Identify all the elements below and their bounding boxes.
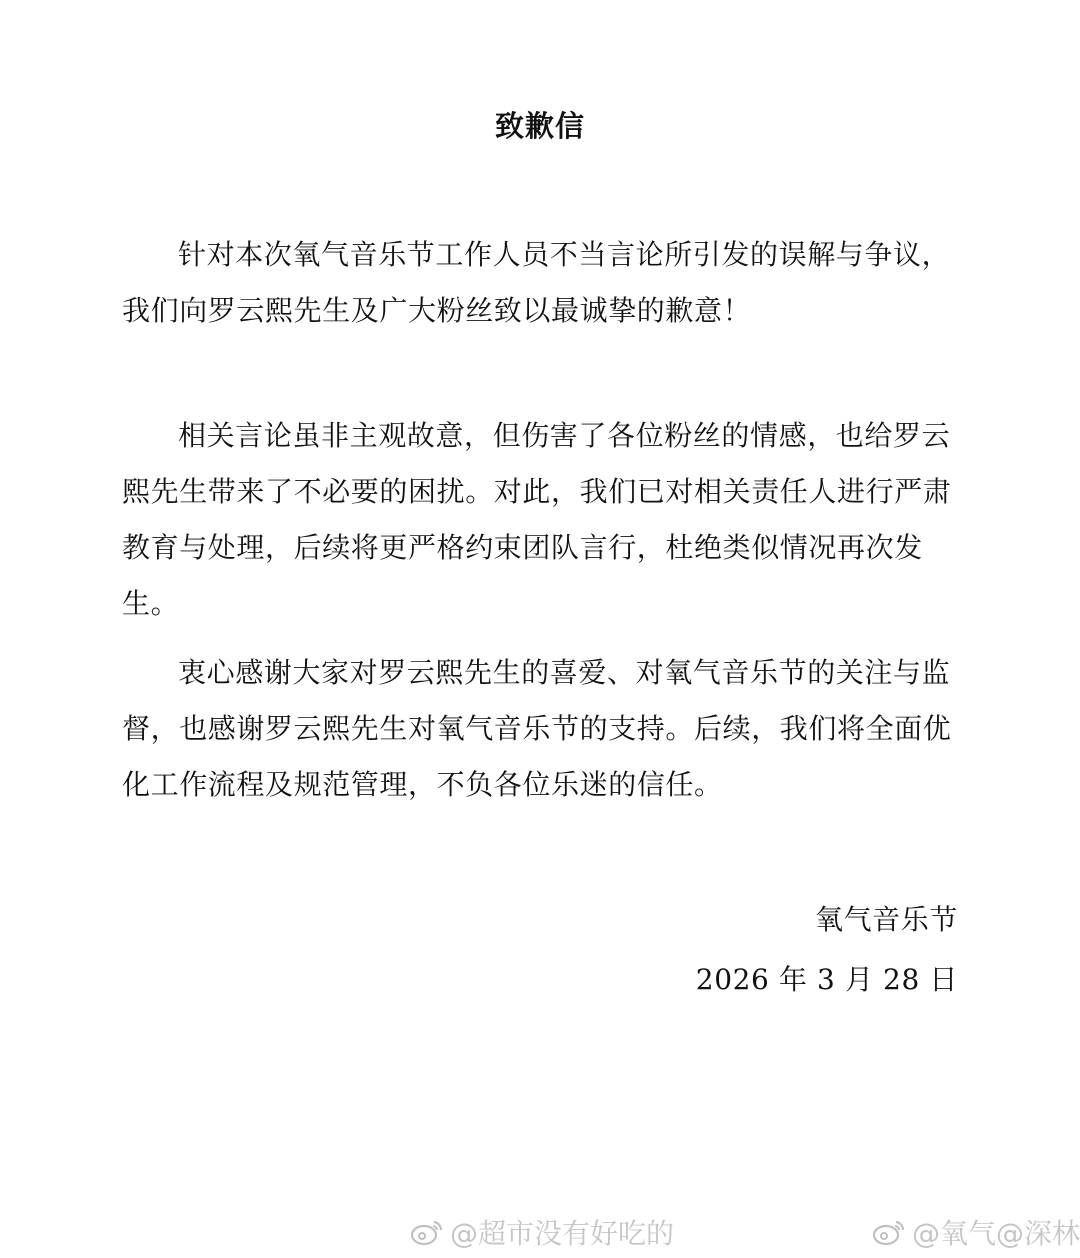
watermark-1-text: @超市没有好吃的 [450, 1217, 675, 1250]
signature-organization: 氧气音乐节 [814, 903, 958, 936]
signature-date: 2026 年 3 月 28 日 [695, 963, 958, 996]
letter-paragraph-1: 针对本次氧气音乐节工作人员不当言论所引发的误解与争议，我们向罗云熙先生及广大粉丝致以最诚挚的歉意！ [122, 238, 951, 327]
watermark-1 [410, 1212, 674, 1252]
watermark-2-text: @氧气@深林 [912, 1217, 1080, 1250]
letter-paragraph-3: 衷心感谢大家对罗云熙先生的喜爱、对氧气音乐节的关注与监督，也感谢罗云熙先生对氧气音乐节的支持。后续，我们将全面优化工作流程及规范管理，不负各位乐迷的信任。 [122, 656, 952, 801]
weibo-icon [872, 1218, 906, 1246]
letter-title: 致歉信 [494, 109, 585, 143]
weibo-icon [410, 1218, 444, 1246]
watermark-2 [872, 1212, 1080, 1252]
letter-paragraph-2: 相关言论虽非主观故意，但伤害了各位粉丝的情感，也给罗云熙先生带来了不必要的困扰。对此，我们已对相关责任人进行严肃教育与处理，后续将更严格约束团队言行，杜绝类似情况再次发生。 [122, 419, 952, 620]
